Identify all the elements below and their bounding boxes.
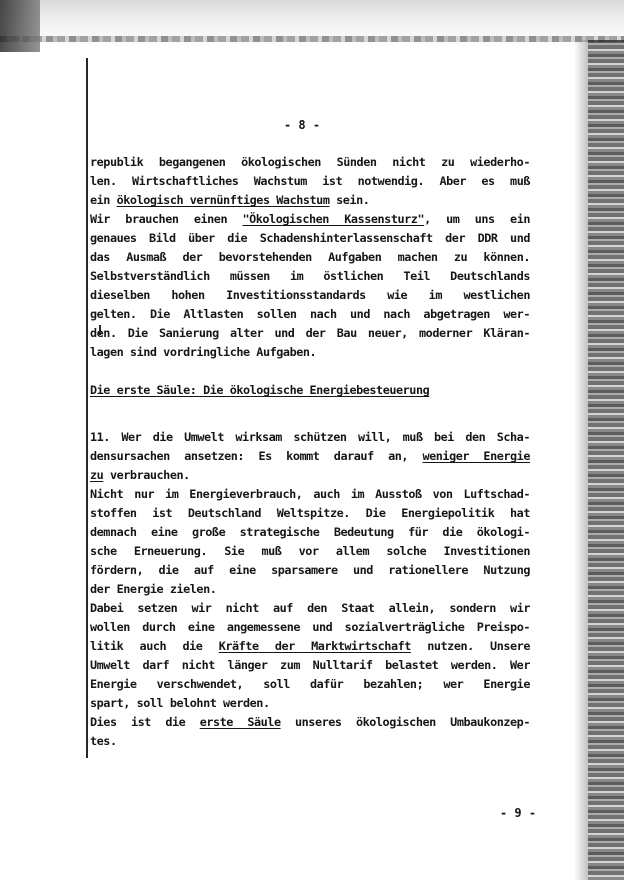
text-line: Dabei setzen wir nicht auf den Staat allein, sondern wir <box>90 601 530 615</box>
text-line: fördern, die auf eine sparsamere und rationellere Nutzung <box>90 563 530 577</box>
text-line: Energie verschwendet, soll dafür bezahlen; wer Energie <box>90 677 530 691</box>
text-segment: , um uns ein <box>424 212 530 226</box>
text-line <box>90 191 530 210</box>
text-line: das Ausmaß der bevorstehenden Aufgaben machen zu können. <box>90 250 530 264</box>
text-line: Umwelt darf nicht länger zum Nulltarif belastet werden. Wer <box>90 658 530 672</box>
text-segment: verbrauchen. <box>103 468 190 482</box>
page-number-header: - 8 - <box>283 118 321 132</box>
text-line <box>90 210 530 229</box>
text-line: republik begangenen ökologischen Sünden nicht zu wiederho- <box>90 155 530 169</box>
margin-line <box>86 58 88 758</box>
scan-edge-top <box>0 36 624 42</box>
text-line: demnach eine große strategische Bedeutung für die ökologi- <box>90 525 530 539</box>
text-line: tes. <box>90 734 117 748</box>
text-segment: sein. <box>329 193 370 207</box>
text-line: den. Die Sanierung alter und der Bau neuer, moderner Kläran- <box>90 326 530 340</box>
text-segment: unseres ökologischen Umbaukonzep- <box>280 715 530 729</box>
underlined-phrase: weniger Energie <box>422 449 530 463</box>
text-line <box>90 447 530 466</box>
underlined-phrase: ökologisch vernünftiges Wachstum <box>116 193 330 207</box>
text-line: stoffen ist Deutschland Weltspitze. Die Energiepolitik hat <box>90 506 530 520</box>
page-number-footer: - 9 - <box>499 806 537 820</box>
underlined-phrase: erste Säule <box>199 715 281 729</box>
text-line: 11. Wer die Umwelt wirksam schützen will, muß bei den Scha- <box>90 430 530 444</box>
text-line: lagen sind vordringliche Aufgaben. <box>90 345 317 359</box>
text-line <box>90 713 530 732</box>
scan-fade-right <box>574 40 588 880</box>
text-segment: nutzen. Unsere <box>410 639 530 653</box>
text-segment: Wir brauchen einen <box>90 212 243 226</box>
text-line: spart, soll belohnt werden. <box>90 696 270 710</box>
text-line: genaues Bild über die Schadenshinterlassenschaft der DDR und <box>90 231 530 245</box>
text-line: Nicht nur im Energieverbrauch, auch im Ausstoß von Luftschad- <box>90 487 530 501</box>
underlined-phrase: "Ökologischen Kassensturz" <box>242 212 425 226</box>
text-line: der Energie zielen. <box>90 582 217 596</box>
text-line: wollen durch eine angemessene und sozialverträgliche Preispo- <box>90 620 530 634</box>
text-segment: litik auch die <box>90 639 219 653</box>
text-segment: Dies ist die <box>90 715 200 729</box>
text-line: dieselben hohen Investitionsstandards wie im westlichen <box>90 288 530 302</box>
underlined-phrase: Kräfte der Marktwirtschaft <box>218 639 411 653</box>
text-line: gelten. Die Altlasten sollen nach und nach abgetragen wer- <box>90 307 530 321</box>
text-line <box>90 637 530 656</box>
text-line: Selbstverständlich müssen im östlichen Teil Deutschlands <box>90 269 530 283</box>
text-segment: ein <box>90 193 117 207</box>
scan-shadow-right <box>588 40 624 880</box>
text-line: sche Erneuerung. Sie muß vor allem solche Investitionen <box>90 544 530 558</box>
underlined-phrase: zu <box>90 468 104 482</box>
text-line: len. Wirtschaftliches Wachstum ist notwendig. Aber es muß <box>90 174 530 188</box>
scan-corner-shadow <box>0 0 40 52</box>
text-segment: densursachen ansetzen: Es kommt darauf an, <box>90 449 423 463</box>
section-heading: Die erste Säule: Die ökologische Energiebesteuerung <box>90 383 430 397</box>
text-line <box>90 466 530 485</box>
